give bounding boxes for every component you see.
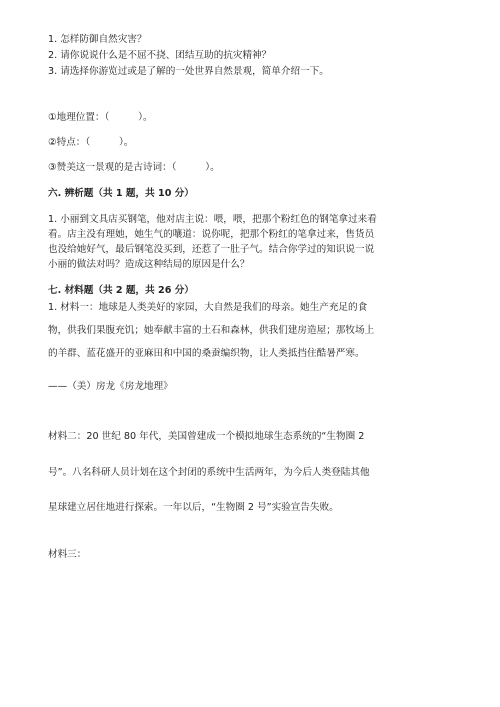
section-6-title: 六. 辨析题（共 1 题，共 10 分） xyxy=(48,188,194,199)
section-6-question-line-3: 也没给她好气，最后钢笔没买到，还惹了一肚子气。结合你学过的知识说一说 xyxy=(48,244,375,255)
fill-item-poem: ③赞美这一景观的是古诗词：（ ）。 xyxy=(48,162,220,173)
material-1-line-2: 物，供我们果腹充饥；她奉献丰富的土石和森林，供我们建房造屋；那牧场上 xyxy=(48,325,375,336)
material-2-line-3: 星球建立居住地进行探索。一年以后，“生物圈 2 号”实验宣告失败。 xyxy=(48,502,339,513)
fill-item-features: ②特点：（ ）。 xyxy=(48,137,134,148)
section-6-question-line-1: 1. 小丽到文具店买钢笔，他对店主说：喂，喂，把那个粉红色的钢笔拿过来看 xyxy=(48,214,377,225)
fill-item-location: ①地理位置：（ ）。 xyxy=(48,112,153,123)
material-1-source: ——（美）房龙《房龙地理》 xyxy=(48,381,173,392)
intro-question-1: 1. 怎样防御自然灾害？ xyxy=(48,34,147,45)
material-2-line-2: 号”。八名科研人员计划在这个封闭的系统中生活两年，为今后人类登陆其他 xyxy=(48,467,370,478)
section-7-title: 七. 材料题（共 2 题，共 26 分） xyxy=(48,285,194,296)
intro-question-2: 2. 请你说说什么是不屈不挠、团结互助的抗灾精神？ xyxy=(48,50,272,61)
material-2-line-1: 材料二：20 世纪 80 年代，美国曾建成一个模拟地球生态系统的“生物圈 2 xyxy=(48,431,365,442)
section-6-question-line-2: 看。店主没有理她，她生气的嚷道：说你呢，把那个粉红的笔拿过来，售货员 xyxy=(48,229,375,240)
material-1-line-3: 的羊群、蓝花盛开的亚麻田和中国的桑蚕编织物，让人类抵挡住酷暑严寒。 xyxy=(48,348,365,359)
section-6-question-line-4: 小丽的做法对吗？造成这种结局的原因是什么？ xyxy=(48,259,250,270)
intro-question-3: 3. 请选择你游览过或是了解的一处世界自然景观，简单介绍一下。 xyxy=(48,66,329,77)
material-1-line-1: 1. 材料一：地球是人类美好的家园，大自然是我们的母亲。她生产充足的食 xyxy=(48,302,368,313)
material-3-label: 材料三： xyxy=(48,549,87,560)
